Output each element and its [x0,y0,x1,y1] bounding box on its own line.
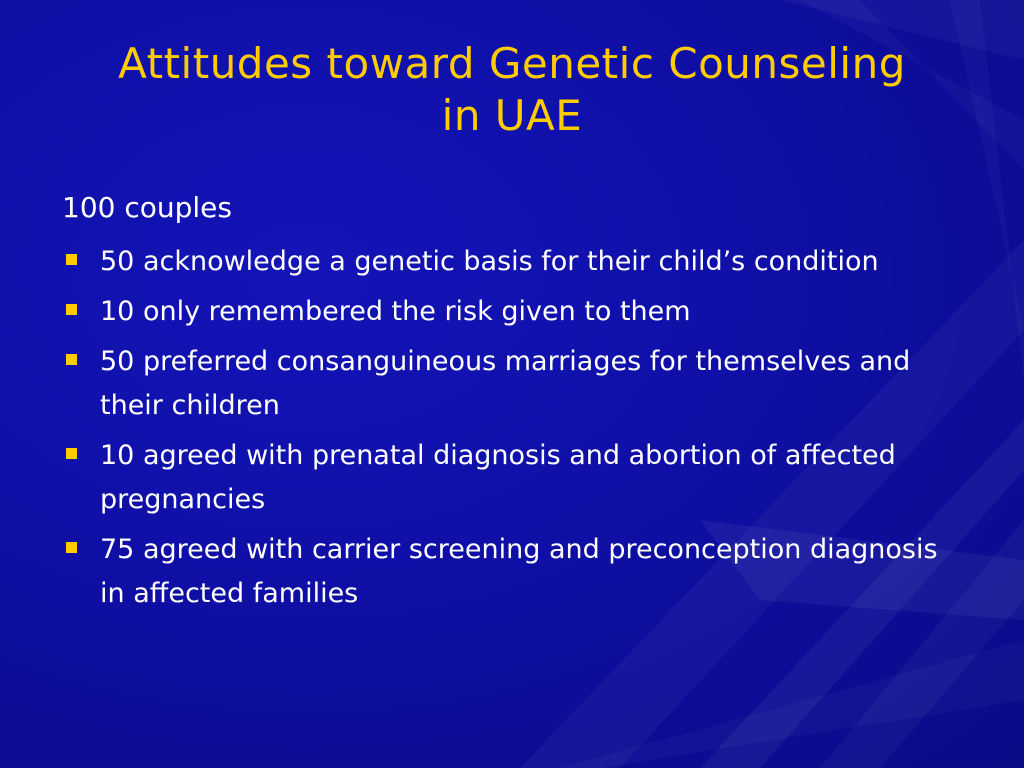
bullet-text: 10 agreed with prenatal diagnosis and abortion of affected pregnancies [100,440,896,515]
slide-title-line1: Attitudes toward Genetic Counseling [118,39,906,88]
bullet-item [62,434,962,522]
bullet-text: 50 preferred consanguineous marriages for themselves and their children [100,346,911,421]
slide-title-line2: in UAE [441,91,583,140]
intro-text: 100 couples [62,191,232,224]
square-bullet-icon [66,542,77,553]
bullet-list [62,240,962,622]
slide-title [40,38,984,142]
square-bullet-icon [66,254,77,265]
square-bullet-icon [66,448,77,459]
bullet-text: 50 acknowledge a genetic basis for their child’s condition [100,246,879,277]
bullet-item [62,528,962,616]
bullet-item [62,240,962,284]
bullet-item [62,340,962,428]
bullet-text: 75 agreed with carrier screening and preconception diagnosis in affected families [100,534,938,609]
square-bullet-icon [66,304,77,315]
bullet-text: 10 only remembered the risk given to them [100,296,691,327]
square-bullet-icon [66,354,77,365]
bullet-item [62,290,962,334]
